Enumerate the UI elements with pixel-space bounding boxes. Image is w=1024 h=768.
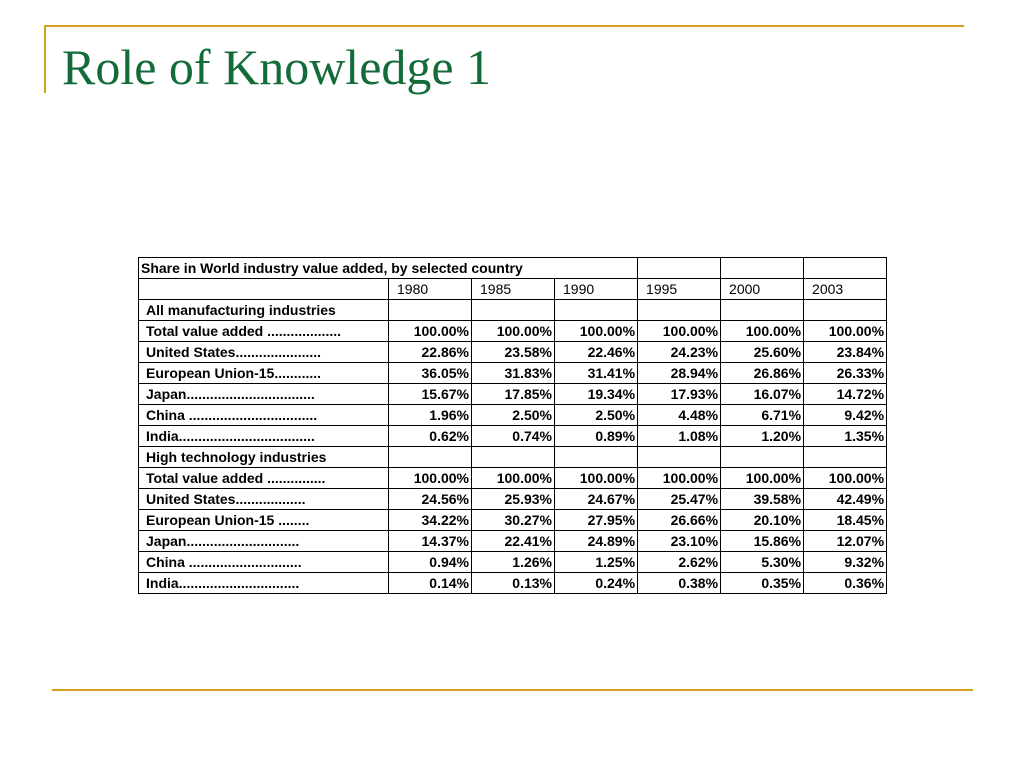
value-cell: 31.83%: [472, 363, 555, 384]
left-accent-rule: [44, 25, 46, 93]
year-header: 2000: [721, 279, 804, 300]
caption-row: [139, 258, 887, 279]
value-cell: 1.35%: [804, 426, 887, 447]
value-cell: 1.96%: [389, 405, 472, 426]
year-header: 1980: [389, 279, 472, 300]
value-cell: 0.89%: [555, 426, 638, 447]
value-cell: 1.08%: [638, 426, 721, 447]
row-label: European Union-15 ........: [139, 510, 389, 531]
empty-cell: [804, 447, 887, 468]
value-cell: 16.07%: [721, 384, 804, 405]
value-cell: 27.95%: [555, 510, 638, 531]
empty-cell: [638, 447, 721, 468]
row-label: India...................................: [139, 426, 389, 447]
value-cell: 2.50%: [555, 405, 638, 426]
table-row: [139, 384, 887, 405]
section-heading-row: [139, 300, 887, 321]
year-header-row: [139, 279, 887, 300]
row-label: Total value added ...................: [139, 321, 389, 342]
value-cell: 20.10%: [721, 510, 804, 531]
empty-cell: [721, 258, 804, 279]
year-header: 1995: [638, 279, 721, 300]
value-cell: 14.37%: [389, 531, 472, 552]
section-heading-row: [139, 447, 887, 468]
value-cell: 24.56%: [389, 489, 472, 510]
row-label: China .............................: [139, 552, 389, 573]
value-cell: 23.10%: [638, 531, 721, 552]
value-cell: 18.45%: [804, 510, 887, 531]
value-cell: 34.22%: [389, 510, 472, 531]
value-cell: 26.33%: [804, 363, 887, 384]
row-label: India...............................: [139, 573, 389, 594]
value-cell: 5.30%: [721, 552, 804, 573]
table-row: [139, 321, 887, 342]
value-cell: 17.85%: [472, 384, 555, 405]
value-cell: 1.20%: [721, 426, 804, 447]
value-cell: 22.86%: [389, 342, 472, 363]
table-caption: Share in World industry value added, by selected country: [139, 258, 638, 279]
value-cell: 19.34%: [555, 384, 638, 405]
row-label: China .................................: [139, 405, 389, 426]
empty-cell: [472, 300, 555, 321]
value-cell: 31.41%: [555, 363, 638, 384]
value-cell: 0.94%: [389, 552, 472, 573]
value-cell: 17.93%: [638, 384, 721, 405]
section-heading: High technology industries: [139, 447, 389, 468]
industry-share-table: [138, 257, 887, 594]
value-cell: 42.49%: [804, 489, 887, 510]
value-cell: 22.46%: [555, 342, 638, 363]
value-cell: 12.07%: [804, 531, 887, 552]
row-label: United States......................: [139, 342, 389, 363]
value-cell: 1.25%: [555, 552, 638, 573]
table-row: [139, 426, 887, 447]
value-cell: 0.14%: [389, 573, 472, 594]
table-row: [139, 489, 887, 510]
row-label: Total value added ...............: [139, 468, 389, 489]
empty-cell: [638, 300, 721, 321]
value-cell: 100.00%: [721, 321, 804, 342]
top-accent-rule: [44, 25, 964, 27]
value-cell: 100.00%: [638, 321, 721, 342]
value-cell: 25.60%: [721, 342, 804, 363]
value-cell: 0.38%: [638, 573, 721, 594]
value-cell: 23.84%: [804, 342, 887, 363]
value-cell: 36.05%: [389, 363, 472, 384]
value-cell: 2.50%: [472, 405, 555, 426]
empty-cell: [389, 300, 472, 321]
table-row: [139, 342, 887, 363]
value-cell: 0.62%: [389, 426, 472, 447]
empty-cell: [638, 258, 721, 279]
empty-cell: [804, 258, 887, 279]
value-cell: 9.42%: [804, 405, 887, 426]
value-cell: 25.93%: [472, 489, 555, 510]
slide-title: Role of Knowledge 1: [62, 39, 492, 95]
value-cell: 100.00%: [472, 321, 555, 342]
value-cell: 14.72%: [804, 384, 887, 405]
value-cell: 28.94%: [638, 363, 721, 384]
value-cell: 22.41%: [472, 531, 555, 552]
value-cell: 26.86%: [721, 363, 804, 384]
value-cell: 100.00%: [804, 321, 887, 342]
value-cell: 2.62%: [638, 552, 721, 573]
table-row: [139, 573, 887, 594]
bottom-accent-rule: [52, 689, 973, 691]
row-label: United States..................: [139, 489, 389, 510]
value-cell: 24.23%: [638, 342, 721, 363]
value-cell: 100.00%: [472, 468, 555, 489]
value-cell: 0.24%: [555, 573, 638, 594]
row-label: European Union-15............: [139, 363, 389, 384]
value-cell: 100.00%: [389, 321, 472, 342]
value-cell: 4.48%: [638, 405, 721, 426]
value-cell: 39.58%: [721, 489, 804, 510]
empty-cell: [472, 447, 555, 468]
value-cell: 25.47%: [638, 489, 721, 510]
year-header: 1985: [472, 279, 555, 300]
value-cell: 26.66%: [638, 510, 721, 531]
empty-cell: [555, 447, 638, 468]
table-row: [139, 363, 887, 384]
table-row: [139, 510, 887, 531]
row-label: Japan.............................: [139, 531, 389, 552]
value-cell: 100.00%: [555, 468, 638, 489]
year-header: 2003: [804, 279, 887, 300]
value-cell: 100.00%: [389, 468, 472, 489]
value-cell: 0.36%: [804, 573, 887, 594]
empty-cell: [721, 447, 804, 468]
empty-cell: [389, 447, 472, 468]
row-label: Japan.................................: [139, 384, 389, 405]
empty-cell: [555, 300, 638, 321]
value-cell: 100.00%: [804, 468, 887, 489]
value-cell: 1.26%: [472, 552, 555, 573]
value-cell: 15.67%: [389, 384, 472, 405]
value-cell: 100.00%: [555, 321, 638, 342]
empty-cell: [721, 300, 804, 321]
empty-cell: [139, 279, 389, 300]
value-cell: 24.89%: [555, 531, 638, 552]
value-cell: 100.00%: [638, 468, 721, 489]
table-row: [139, 552, 887, 573]
value-cell: 0.35%: [721, 573, 804, 594]
table-row: [139, 531, 887, 552]
table-row: [139, 468, 887, 489]
value-cell: 15.86%: [721, 531, 804, 552]
empty-cell: [804, 300, 887, 321]
value-cell: 0.13%: [472, 573, 555, 594]
value-cell: 24.67%: [555, 489, 638, 510]
value-cell: 30.27%: [472, 510, 555, 531]
table-row: [139, 405, 887, 426]
value-cell: 100.00%: [721, 468, 804, 489]
value-cell: 0.74%: [472, 426, 555, 447]
value-cell: 9.32%: [804, 552, 887, 573]
value-cell: 6.71%: [721, 405, 804, 426]
section-heading: All manufacturing industries: [139, 300, 389, 321]
value-cell: 23.58%: [472, 342, 555, 363]
year-header: 1990: [555, 279, 638, 300]
